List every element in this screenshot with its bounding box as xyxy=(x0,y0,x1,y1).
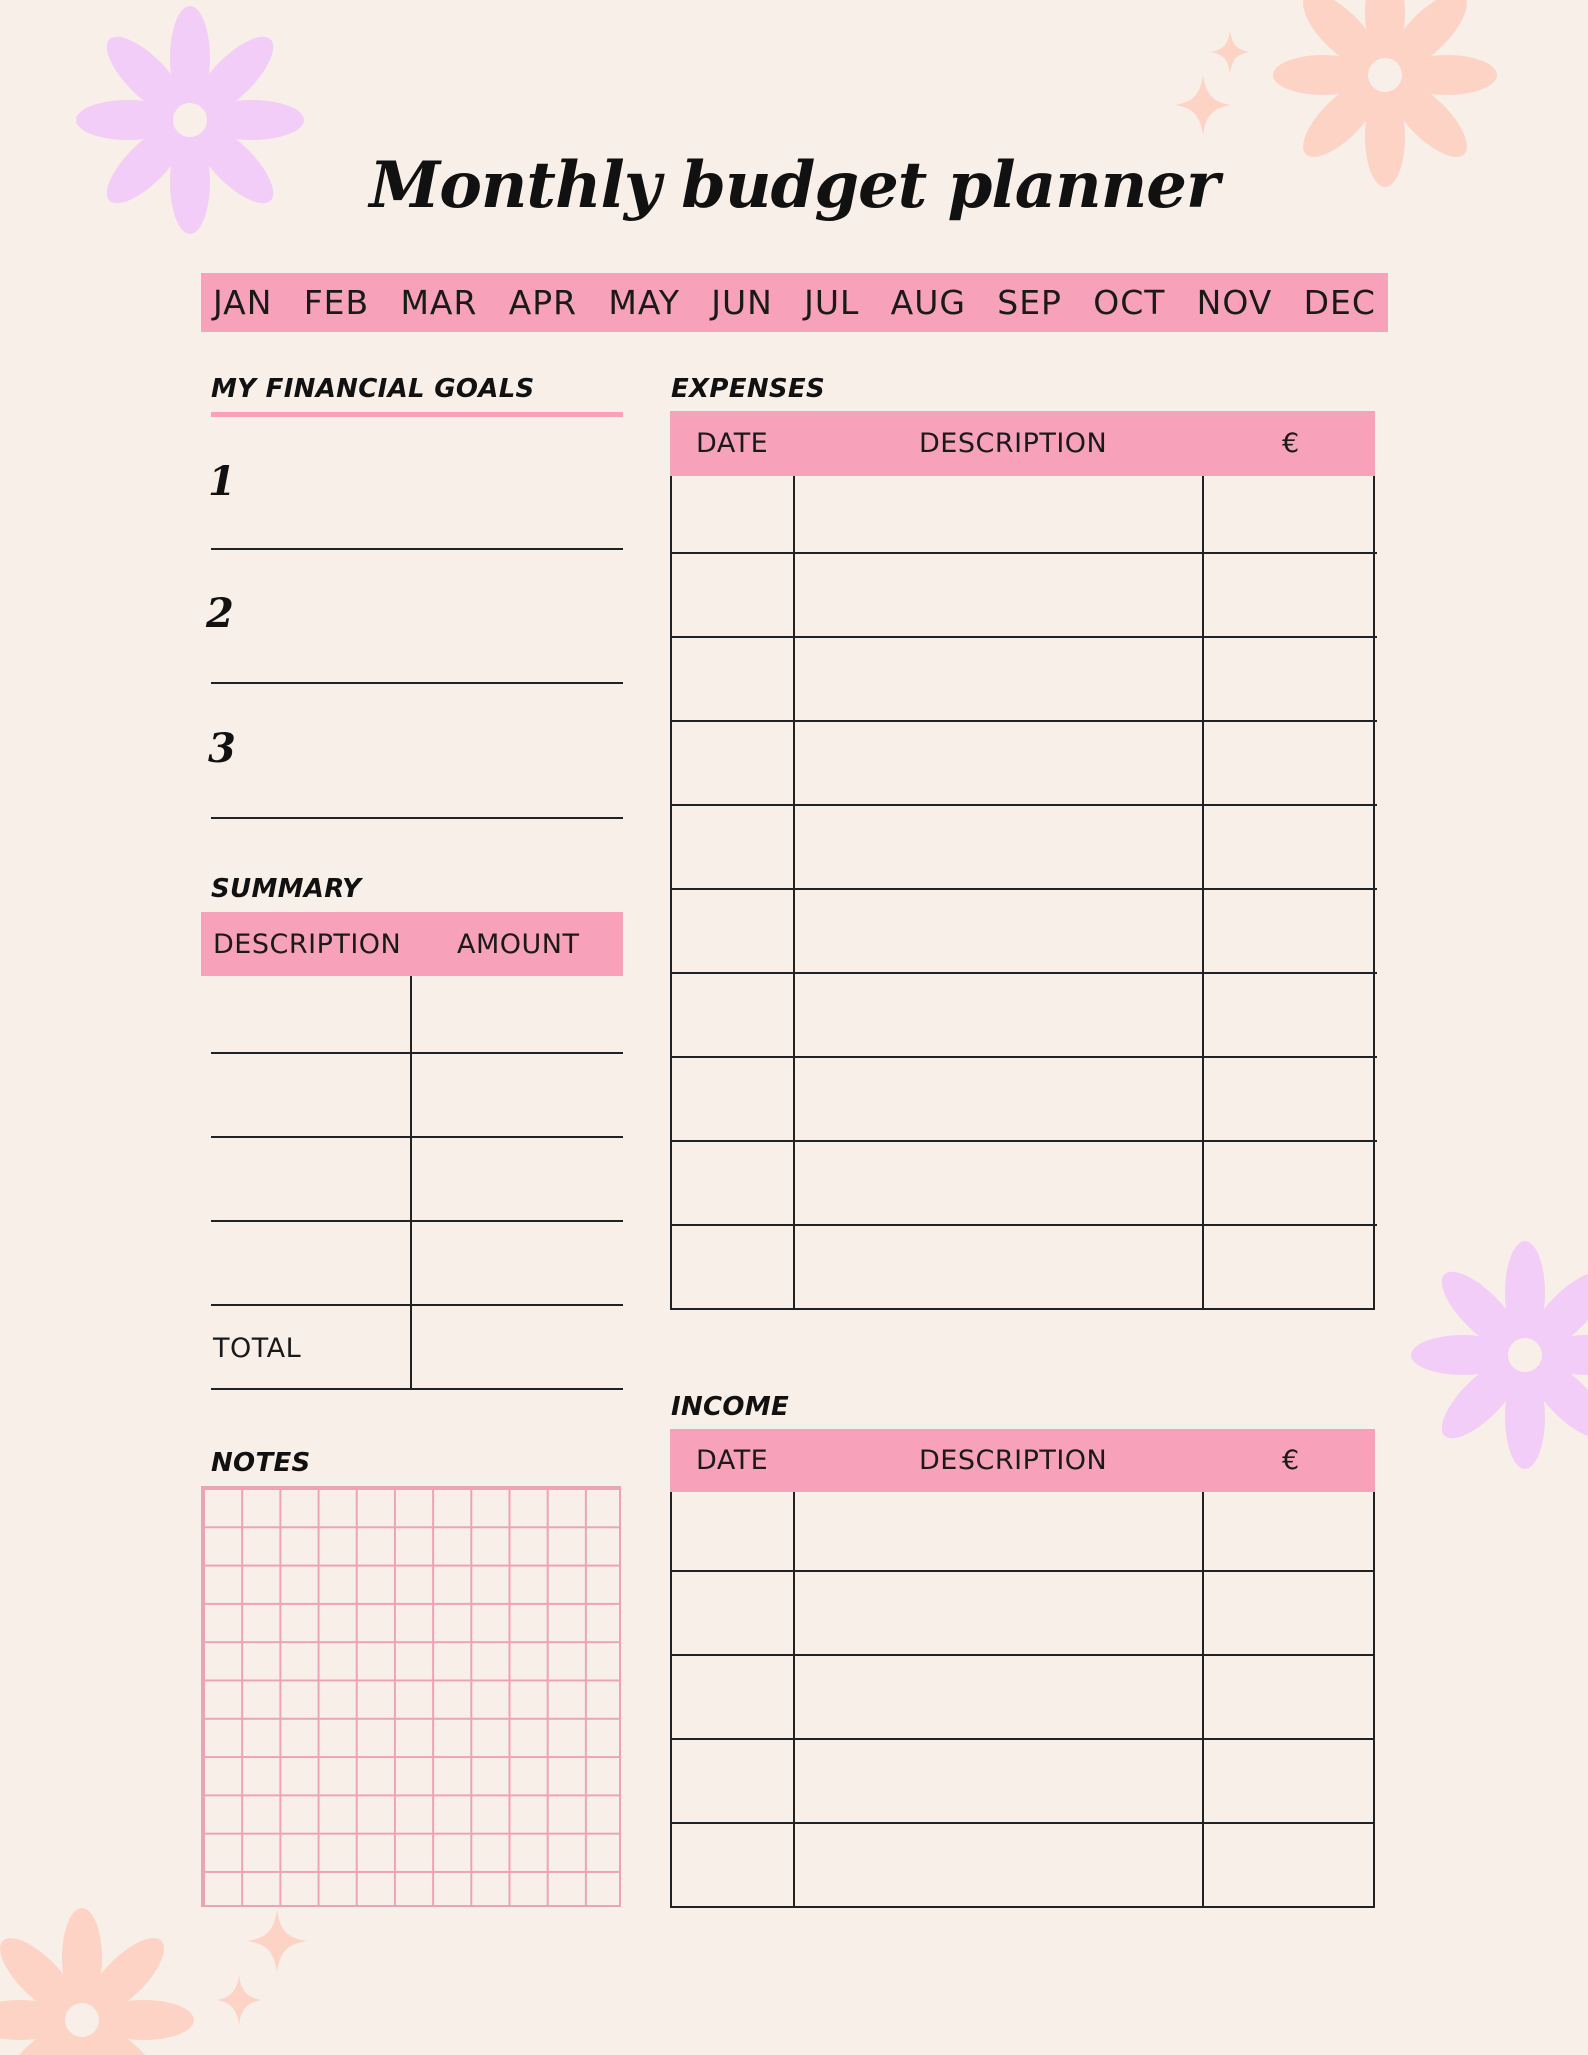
income-row-line xyxy=(670,1738,1375,1740)
income-col-date: DATE xyxy=(696,1445,769,1476)
summary-col-description: DESCRIPTION xyxy=(213,928,402,960)
expenses-amount-divider xyxy=(1202,476,1204,1310)
goal-line-3[interactable] xyxy=(211,817,623,819)
expenses-row-line xyxy=(670,888,1377,890)
expenses-row-line xyxy=(670,972,1377,974)
summary-table-header xyxy=(201,912,623,976)
summary-heading: SUMMARY xyxy=(211,874,362,904)
goals-heading-underline xyxy=(211,412,623,417)
expenses-row-line xyxy=(670,636,1377,638)
month-may[interactable]: MAY xyxy=(608,283,681,322)
expenses-table-header xyxy=(670,411,1375,476)
expenses-row-line xyxy=(670,1056,1377,1058)
sparkle-top-right-icon xyxy=(1175,25,1255,135)
expenses-table-body xyxy=(670,476,1375,1310)
month-jan[interactable]: JAN xyxy=(213,283,273,322)
month-oct[interactable]: OCT xyxy=(1093,283,1166,322)
income-amount-divider xyxy=(1202,1492,1204,1908)
expenses-row-line xyxy=(670,1140,1377,1142)
expenses-col-description: DESCRIPTION xyxy=(919,428,1108,459)
summary-row-line xyxy=(211,1304,623,1306)
page-title: Monthly budget planner xyxy=(369,148,1219,223)
expenses-row-line xyxy=(670,804,1377,806)
summary-row-line xyxy=(211,1220,623,1222)
summary-row-line xyxy=(211,1388,623,1390)
month-apr[interactable]: APR xyxy=(508,283,578,322)
goal-number-1: 1 xyxy=(208,458,236,505)
summary-total-label: TOTAL xyxy=(213,1333,302,1364)
income-col-description: DESCRIPTION xyxy=(919,1445,1108,1476)
month-selector-bar xyxy=(201,273,1388,332)
goal-line-2[interactable] xyxy=(211,682,623,684)
month-mar[interactable]: MAR xyxy=(400,283,478,322)
income-table-body xyxy=(670,1492,1375,1908)
expenses-row-line xyxy=(670,1224,1377,1226)
sparkle-bottom-left-icon xyxy=(215,1905,310,2030)
income-heading: INCOME xyxy=(671,1392,790,1422)
income-row-line xyxy=(670,1822,1375,1824)
month-sep[interactable]: SEP xyxy=(997,283,1062,322)
goal-line-1[interactable] xyxy=(211,548,623,550)
month-feb[interactable]: FEB xyxy=(303,283,370,322)
summary-row-line xyxy=(211,1136,623,1138)
month-jun[interactable]: JUN xyxy=(711,283,773,322)
income-col-amount: € xyxy=(1282,1445,1300,1476)
expenses-row-line xyxy=(670,552,1377,554)
notes-heading: NOTES xyxy=(211,1448,311,1478)
summary-row-line xyxy=(211,1052,623,1054)
summary-column-divider xyxy=(410,976,412,1390)
goals-heading: MY FINANCIAL GOALS xyxy=(211,374,535,404)
lilac-flower-right-icon xyxy=(1405,1235,1588,1475)
income-table-header xyxy=(670,1429,1375,1492)
month-nov[interactable]: NOV xyxy=(1196,283,1273,322)
expenses-row-line xyxy=(670,720,1377,722)
expenses-date-divider xyxy=(793,476,795,1310)
expenses-heading: EXPENSES xyxy=(671,374,825,404)
goal-number-2: 2 xyxy=(206,590,234,637)
notes-grid[interactable] xyxy=(201,1486,621,1907)
income-row-line xyxy=(670,1570,1375,1572)
income-date-divider xyxy=(793,1492,795,1908)
peach-flower-bottom-left-icon xyxy=(0,1900,202,2055)
income-row-line xyxy=(670,1654,1375,1656)
summary-col-amount: AMOUNT xyxy=(457,928,580,960)
expenses-col-date: DATE xyxy=(696,428,769,459)
month-aug[interactable]: AUG xyxy=(890,283,966,322)
month-dec[interactable]: DEC xyxy=(1303,283,1376,322)
month-jul[interactable]: JUL xyxy=(804,283,860,322)
goal-number-3: 3 xyxy=(208,725,236,772)
expenses-col-amount: € xyxy=(1282,428,1300,459)
